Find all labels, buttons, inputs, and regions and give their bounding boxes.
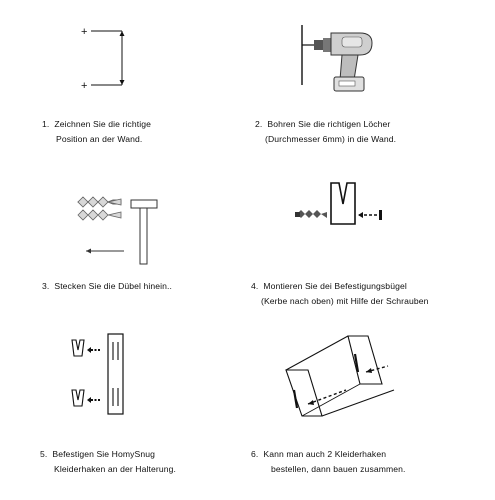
step-2-number: 2. bbox=[255, 119, 263, 129]
step-6-text bbox=[251, 447, 405, 477]
step-6-line-1: Kann man auch 2 Kleiderhaken bbox=[263, 449, 387, 459]
step-3-text bbox=[42, 279, 172, 294]
step-4-line-2: (Kerbe nach oben) mit Hilfe der Schrauben bbox=[261, 296, 429, 306]
step-4-text bbox=[251, 279, 428, 309]
step-4-number: 4. bbox=[251, 281, 259, 291]
marking-icon bbox=[78, 22, 138, 94]
dowel-hammer-icon bbox=[76, 190, 171, 265]
double-hook-icon bbox=[282, 332, 397, 422]
step-6-line-2: bestellen, dann bauen zusammen. bbox=[271, 464, 406, 474]
step-2-line-2: (Durchmesser 6mm) in die Wand. bbox=[265, 134, 397, 144]
step-2-line-1: Bohren Sie die richtigen Löcher bbox=[267, 119, 391, 129]
step-3-number: 3. bbox=[42, 281, 50, 291]
step-1-number: 1. bbox=[42, 119, 50, 129]
step-2-text bbox=[255, 117, 396, 147]
step-6-number: 6. bbox=[251, 449, 259, 459]
step-4-line-1: Montieren Sie dei Befestigungsbügel bbox=[263, 281, 407, 291]
step-3-line-1: Stecken Sie die Dübel hinein.. bbox=[54, 281, 173, 291]
step-1-text bbox=[42, 117, 151, 147]
step-5-line-2: Kleiderhaken an der Halterung. bbox=[54, 464, 176, 474]
bracket-screw-icon bbox=[295, 178, 390, 238]
drill-icon bbox=[290, 25, 385, 100]
step-5-text bbox=[40, 447, 176, 477]
step-5-line-1: Befestigen Sie HomySnug bbox=[52, 449, 155, 459]
step-5-number: 5. bbox=[40, 449, 48, 459]
plus-mark: + bbox=[81, 80, 88, 92]
step-1-line-2: Position an der Wand. bbox=[56, 134, 143, 144]
step-1-line-1: Zeichnen Sie die richtige bbox=[54, 119, 151, 129]
hook-bracket-icon bbox=[65, 330, 140, 415]
plus-mark: + bbox=[81, 26, 88, 38]
